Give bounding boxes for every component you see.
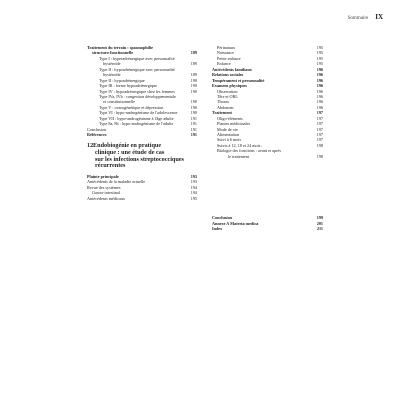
toc-entry-label: Petite enfance — [217, 55, 241, 61]
toc-entry-label: Annexe A Materia medica — [212, 220, 259, 226]
toc-entry-label: Traitement — [212, 110, 232, 116]
toc-entry-label: Antécédents médicaux — [87, 195, 126, 201]
toc-entry-page: 191 — [190, 132, 197, 137]
toc-entry-page: 190 — [190, 99, 197, 105]
toc-entry-page: 196 — [316, 72, 323, 78]
toc-entry-page: 196 — [316, 93, 323, 99]
toc-entry-label: Oligo-éléments — [217, 115, 243, 121]
chapter-title-line-1: Endobiogénie en pratique — [93, 142, 162, 150]
spacer — [87, 137, 197, 141]
toc-entry-page: 197 — [316, 121, 323, 127]
toc-entry-label: Conclusion — [212, 215, 233, 221]
toc-right-bottom-list — [212, 215, 323, 231]
toc-entry-label: Type VII : hypo-androgénisme à l'âge adulte — [99, 115, 174, 121]
toc-entry-label: Conclusion — [87, 126, 107, 132]
toc-entry-label: Relations sociales — [212, 72, 244, 78]
toc-entry-page: 197 — [316, 126, 323, 132]
chapter-title-line-2: clinique : une étude de cas — [95, 149, 165, 157]
toc-entry — [87, 132, 197, 137]
toc-entry-label: Examens physiques — [212, 83, 248, 89]
toc-entry-page: 195 — [316, 55, 323, 61]
toc-entry-page: 196 — [316, 99, 323, 105]
toc-entry-label: Type V : ovarogénétique et dépression — [99, 104, 164, 110]
toc-entry-label: Type IV : hypoadrénergique chez les femmes — [99, 88, 175, 94]
running-header — [348, 13, 383, 21]
toc-entry-page: 193 — [190, 179, 197, 185]
toc-entry-label: Plantes médicinales — [217, 121, 251, 127]
toc-entry-page: 199 — [316, 215, 323, 221]
toc-entry-label: Index — [212, 226, 223, 232]
toc-entry-page: 189 — [190, 72, 197, 78]
toc-entry-page: 198 — [316, 142, 323, 148]
toc-entry-label: Thorax — [217, 99, 230, 105]
toc-entry-page: 195 — [316, 61, 323, 67]
toc-entry-label: Antécédents familiaux — [212, 66, 252, 72]
toc-entry-page: 198 — [316, 153, 323, 159]
toc-entry-page: 201 — [316, 220, 323, 226]
toc-entry-label: Type II : hypoadrénergique avec personnalité — [99, 66, 175, 72]
toc-entry-label: Observation — [217, 88, 238, 94]
toc-entry-label: le traitement — [228, 153, 250, 159]
toc-right-list — [212, 45, 323, 159]
toc-entry-page: 196 — [316, 104, 323, 110]
toc-entry-page: 211 — [316, 226, 323, 232]
toc-entry-page: 195 — [316, 45, 323, 50]
toc-entry-page: 190 — [190, 77, 197, 83]
toc-entry-label: Biologie des fonctions : avant et après — [217, 148, 281, 154]
toc-entry-page: 196 — [316, 66, 323, 72]
toc-entry-page: 194 — [190, 184, 197, 190]
toc-entry-label: Mode de vie — [217, 126, 238, 132]
toc-entry-label: Tempérament et personnalité — [212, 77, 265, 83]
running-title: Sommaire — [347, 16, 369, 21]
toc-entry — [212, 226, 323, 231]
toc-entry-label: hystéroïde — [103, 72, 121, 78]
toc-entry-page: 189 — [190, 50, 197, 56]
toc-left-column — [87, 45, 197, 201]
toc-entry-page: 190 — [190, 83, 197, 89]
toc-entry-label: Type IVa, IVb : congestion développementale — [99, 93, 176, 99]
toc-entry-page: 196 — [316, 77, 323, 83]
toc-entry-page: 197 — [316, 110, 323, 116]
toc-entry-label: Type I : hyperadrénergique avec personnalité — [99, 55, 175, 61]
toc-entry-label: Suivi à 6 mois — [217, 137, 242, 143]
toc-right-column — [212, 45, 323, 232]
toc-entry-label: Périnataux — [217, 45, 235, 50]
toc-entry-label: Type II : hypoadrénergique — [99, 77, 145, 83]
toc-entry-label: hystéroïde — [103, 61, 121, 67]
toc-entry-page: 197 — [316, 115, 323, 121]
toc-entry-page: 190 — [190, 88, 197, 94]
toc-entry-label: Type VI : hypo-androgénisme de l'adolescence — [99, 110, 178, 116]
toc-entry-label: structuro-fonctionnelle — [92, 50, 134, 56]
toc-entry-label: Enfance — [217, 61, 231, 67]
toc-entry-page: 195 — [316, 50, 323, 56]
toc-entry-label: Abdomen — [217, 104, 234, 110]
chapter-number: 12. — [87, 142, 95, 150]
toc-entry-label: Revue des systèmes — [87, 184, 121, 190]
chapter-title-line-3: sur les infections streptococciques — [95, 155, 184, 163]
toc-entry-label: Type 8a, 8b : hypo-androgénisme de l'adulte — [99, 121, 174, 127]
toc-entry-label: Suivis à 12, 18 et 24 mois : — [217, 142, 263, 148]
toc-left-bottom-list — [87, 174, 197, 201]
toc-entry-page: 193 — [190, 173, 197, 179]
toc-entry-page: 197 — [316, 137, 323, 143]
toc-entry-label: Alimentation — [217, 132, 240, 137]
toc-entry-label: et constitutionnelle — [103, 99, 135, 105]
toc-entry-page: 191 — [190, 121, 197, 127]
toc-entry-label: Plainte principale — [87, 173, 119, 179]
toc-entry-page: 195 — [190, 195, 197, 201]
toc-entry-page: 194 — [190, 190, 197, 196]
toc-entry-page: 197 — [316, 132, 323, 137]
chapter-title-line-4: récurrentes — [95, 162, 126, 170]
toc-entry-label: Références — [87, 132, 107, 137]
toc-entry-label: Antécédents de la maladie actuelle — [87, 179, 146, 185]
toc-left-top-list — [87, 45, 197, 137]
toc-entry-label: Naissance — [217, 50, 234, 56]
toc-entry-page: 196 — [316, 83, 323, 89]
toc-entry-page: 190 — [190, 110, 197, 116]
toc-entry-page: 189 — [190, 61, 197, 67]
chapter-heading — [87, 143, 197, 169]
toc-entry-label: Traitement du terrain : spasmophilie — [87, 45, 153, 50]
toc-entry-page: 190 — [190, 104, 197, 110]
toc-entry-page: 191 — [190, 115, 197, 121]
toc-entry-label: Type III : forme hypoadrénergique — [99, 83, 157, 89]
page-number: IX — [375, 13, 383, 21]
toc-entry — [212, 154, 323, 159]
toc-entry-label: Gastro-intestinal — [92, 190, 120, 196]
toc-entry-label: Tête et ORL — [217, 93, 238, 99]
toc-entry-page: 191 — [190, 126, 197, 132]
toc-entry — [87, 196, 197, 201]
toc-entry-page: 196 — [316, 88, 323, 94]
